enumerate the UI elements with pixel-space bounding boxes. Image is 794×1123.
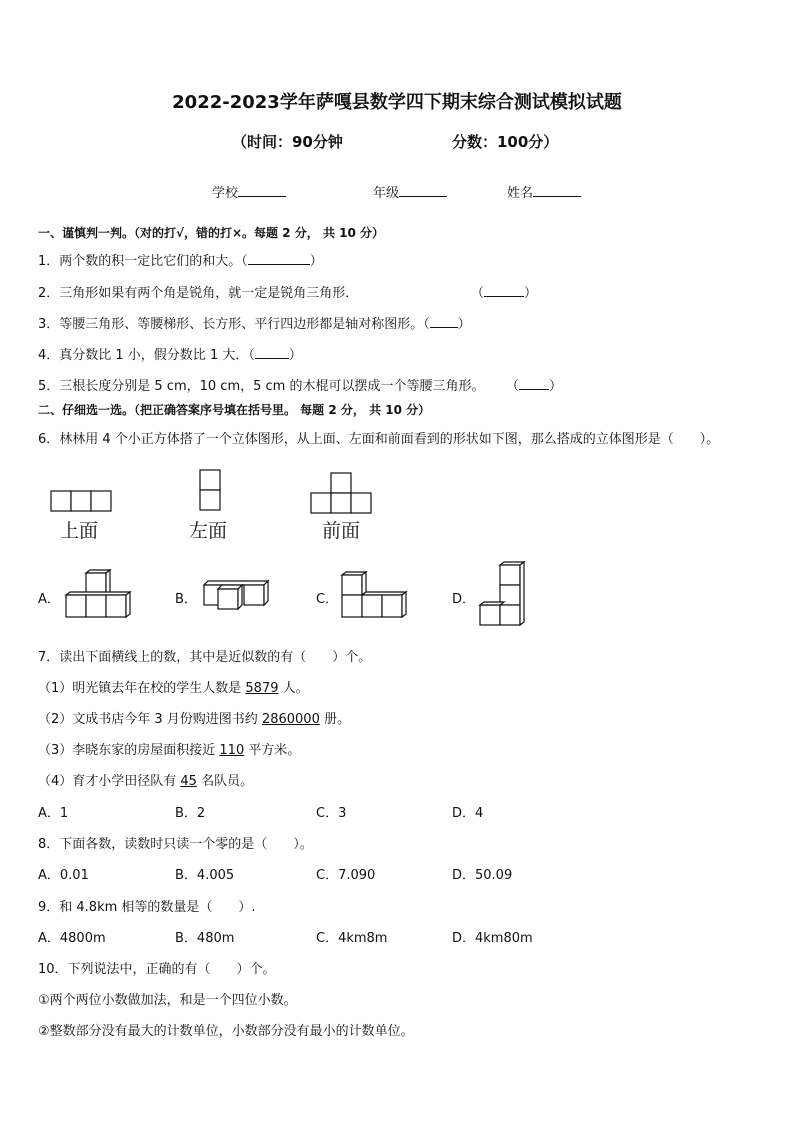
option-6b-label[interactable]: B． bbox=[175, 592, 197, 607]
option-8b[interactable]: B．4.005 bbox=[175, 868, 235, 883]
school-field[interactable] bbox=[212, 182, 286, 201]
question-5: 5．三根长度分别是 5 cm，10 cm，5 cm 的木棍可以摆成一个等腰三角形。 bbox=[38, 379, 485, 394]
school-blank[interactable] bbox=[238, 184, 286, 197]
name-blank[interactable] bbox=[533, 184, 581, 197]
question-5-answer: （ ） bbox=[506, 379, 563, 394]
option-9d[interactable]: D．4km80m bbox=[452, 931, 533, 946]
page-title: 2022-2023学年萨嘎县数学四下期末综合测试模拟试题 bbox=[172, 92, 622, 113]
option-6c-label[interactable]: C． bbox=[316, 592, 339, 607]
top-view-label: 上面 bbox=[60, 520, 99, 542]
answer-blank-3[interactable] bbox=[430, 315, 458, 328]
front-view-label: 前面 bbox=[322, 520, 361, 542]
question-10-statement-1: ①两个两位小数做加法，和是一个四位小数。 bbox=[38, 993, 297, 1008]
option-9b[interactable]: B．480m bbox=[175, 931, 235, 946]
score-label: 分数：100分） bbox=[452, 133, 559, 151]
option-8d[interactable]: D．50.09 bbox=[452, 868, 513, 883]
option-6a-figure[interactable] bbox=[64, 572, 136, 622]
grade-label: 年级 bbox=[373, 186, 400, 201]
question-2-answer: （ ） bbox=[471, 286, 538, 301]
section2-heading: 二、仔细选一选。（把正确答案序号填在括号里。 每题 2 分， 共 10 分） bbox=[38, 403, 431, 417]
option-8a[interactable]: A．0.01 bbox=[38, 868, 89, 883]
option-7b[interactable]: B．2 bbox=[175, 806, 206, 821]
option-7c[interactable]: C．3 bbox=[316, 806, 347, 821]
name-field[interactable] bbox=[507, 182, 581, 201]
question-7-item-4: （4）育才小学田径队有 45 名队员。 bbox=[38, 774, 254, 789]
option-7a[interactable]: A．1 bbox=[38, 806, 69, 821]
question-1: 1．两个数的积一定比它们的和大。（ ） bbox=[38, 254, 323, 269]
option-6a-label[interactable]: A． bbox=[38, 592, 60, 607]
answer-blank-1[interactable] bbox=[248, 252, 310, 265]
question-10-statement-2: ②整数部分没有最大的计数单位，小数部分没有最小的计数单位。 bbox=[38, 1024, 414, 1039]
question-6: 6．林林用 4 个小正方体搭了一个立体图形，从上面、左面和前面看到的形状如下图，那么搭成的立体图形是（ ）。 bbox=[38, 432, 720, 447]
grade-field[interactable] bbox=[373, 182, 447, 201]
option-6c-figure[interactable] bbox=[340, 572, 412, 622]
question-7-item-1: （1）明光镇去年在校的学生人数是 5879 人。 bbox=[38, 681, 309, 696]
question-7: 7．读出下面横线上的数，其中是近似数的有（ ）个。 bbox=[38, 650, 372, 665]
question-2: 2．三角形如果有两个角是锐角，就一定是锐角三角形． bbox=[38, 286, 359, 301]
question-7-item-2: （2）文成书店今年 3 月份购进图书约 2860000 册。 bbox=[38, 712, 350, 727]
option-6d-figure[interactable] bbox=[478, 562, 528, 628]
question-3: 3．等腰三角形、等腰梯形、长方形、平行四边形都是轴对称图形。（ ） bbox=[38, 317, 471, 332]
front-view-figure bbox=[310, 472, 374, 516]
option-9a[interactable]: A．4800m bbox=[38, 931, 106, 946]
option-9c[interactable]: C．4km8m bbox=[316, 931, 388, 946]
question-10: 10．下列说法中，正确的有（ ）个。 bbox=[38, 962, 276, 977]
answer-blank-4[interactable] bbox=[255, 346, 289, 359]
time-label: （时间：90分钟 bbox=[232, 133, 343, 151]
question-8: 8．下面各数，读数时只读一个零的是（ ）。 bbox=[38, 837, 313, 852]
option-7d[interactable]: D．4 bbox=[452, 806, 484, 821]
answer-blank-5[interactable] bbox=[519, 377, 549, 390]
left-view-figure bbox=[199, 469, 223, 513]
left-view-label: 左面 bbox=[189, 520, 228, 542]
question-9: 9．和 4.8km 相等的数量是（ ）. bbox=[38, 900, 256, 915]
school-label: 学校 bbox=[212, 186, 239, 201]
question-4: 4．真分数比 1 小，假分数比 1 大．（ ） bbox=[38, 348, 302, 363]
top-view-figure bbox=[50, 490, 114, 514]
option-6d-label[interactable]: D． bbox=[452, 592, 476, 607]
question-7-item-3: （3）李晓东家的房屋面积接近 110 平方米。 bbox=[38, 743, 301, 758]
grade-blank[interactable] bbox=[399, 184, 447, 197]
option-8c[interactable]: C．7.090 bbox=[316, 868, 376, 883]
section1-heading: 一、谨慎判一判。（对的打√，错的打×。每题 2 分， 共 10 分） bbox=[38, 226, 384, 240]
name-label: 姓名 bbox=[507, 186, 534, 201]
option-6b-figure[interactable] bbox=[202, 580, 272, 610]
answer-blank-2[interactable] bbox=[484, 284, 524, 297]
